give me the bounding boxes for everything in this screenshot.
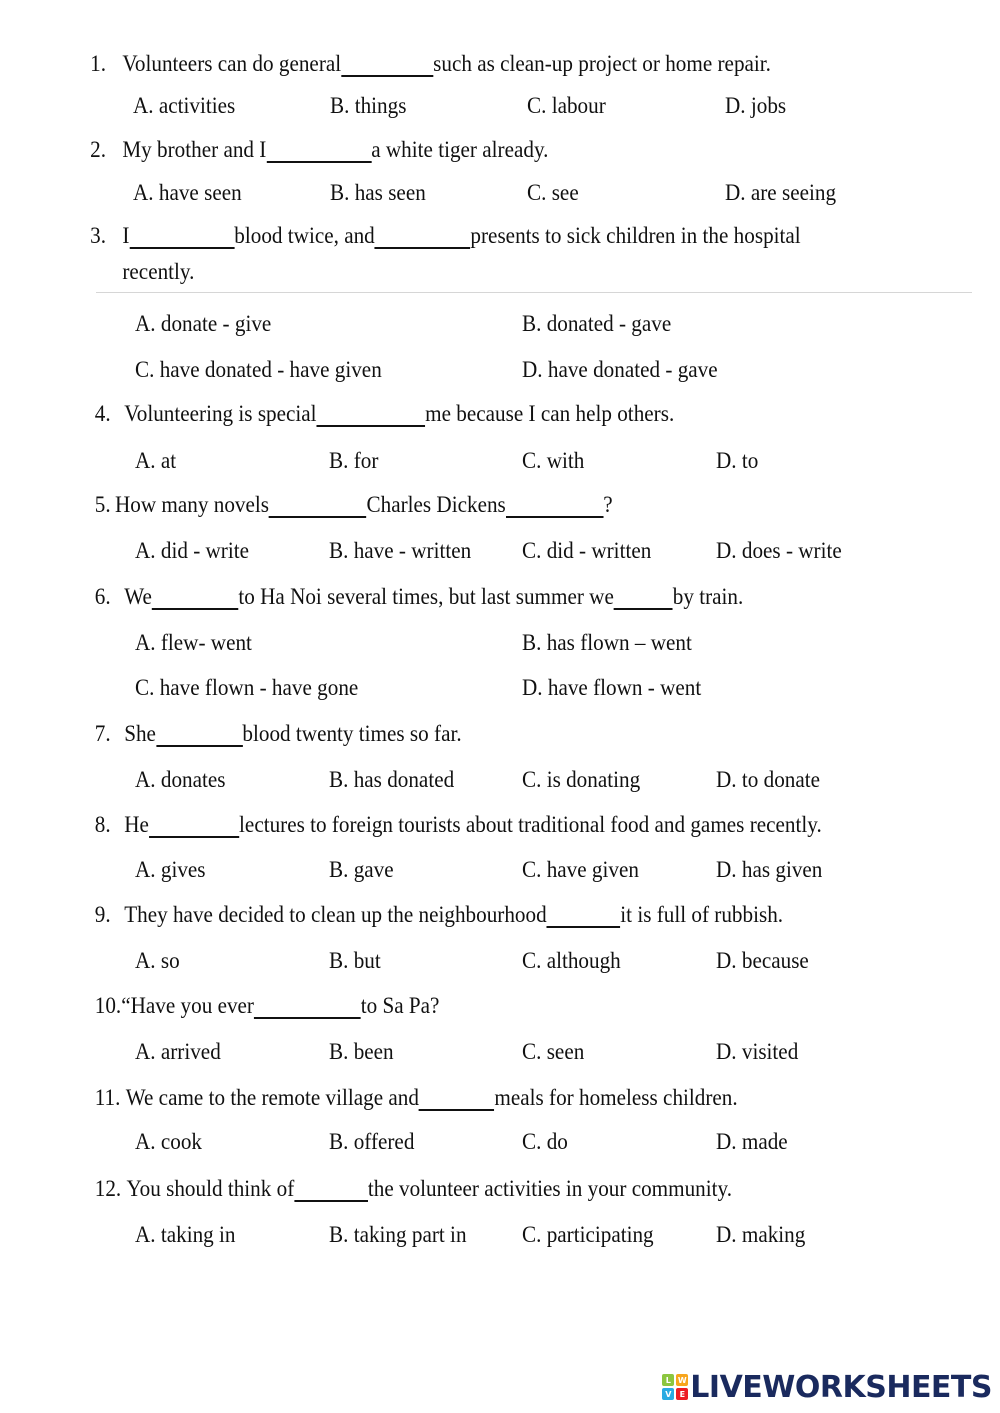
option-d[interactable]: D. to donate [716,767,821,792]
question-text: meals for homeless children. [494,1085,738,1110]
question-4 [0,394,920,434]
answer-blank[interactable] [254,991,361,1019]
option-b[interactable]: B. has donated [329,767,455,792]
option-d[interactable]: D. made [716,1129,788,1154]
option-c[interactable]: C. see [527,180,579,205]
question-text: Volunteering is special [124,401,317,426]
option-a[interactable]: A. arrived [135,1039,221,1064]
option-c[interactable]: C. labour [527,93,606,118]
question-text: presents to sick children in the hospital [470,223,801,248]
question-number: 8. [94,812,111,837]
question-11 [0,1078,920,1118]
option-d[interactable]: D. have flown - went [522,675,702,700]
question-text: We came to the remote village and [125,1085,419,1110]
option-a[interactable]: A. flew- went [135,630,252,655]
option-b[interactable]: B. offered [329,1129,415,1154]
question-text: to Sa Pa? [360,993,440,1018]
option-c[interactable]: C. do [522,1129,568,1154]
option-b[interactable]: B. have - written [329,538,472,563]
option-b[interactable]: B. taking part in [329,1222,467,1247]
question-text: “Have you ever [121,993,254,1018]
liveworksheets-wordmark: LIVEWORKSHEETS [690,1369,992,1405]
option-c[interactable]: C. seen [522,1039,585,1064]
option-d[interactable]: D. have donated - gave [522,357,718,382]
answer-blank[interactable] [269,490,367,518]
liveworksheets-logo [662,1369,992,1405]
question-text: Volunteers can do general [122,51,342,76]
answer-blank[interactable] [156,719,242,747]
question-2 [0,130,920,170]
option-b[interactable]: B. been [329,1039,394,1064]
question-1 [0,44,920,84]
option-d[interactable]: D. because [716,948,809,973]
question-text: blood twenty times so far. [242,721,462,746]
question-text: You should think of [126,1176,295,1201]
question-text: He [124,812,149,837]
question-text: the volunteer activities in your community. [367,1176,733,1201]
question-number: 12. [94,1176,122,1201]
answer-blank[interactable] [547,900,621,928]
question-text: to Ha Noi several times, but last summer we [238,584,614,609]
question-text: How many novels [115,492,269,517]
question-number: 10. [94,993,122,1018]
option-d[interactable]: D. making [716,1222,806,1247]
liveworksheets-mark-icon: L W V E [662,1374,688,1400]
question-text: We [124,584,152,609]
question-7 [0,714,920,754]
question-text: My brother and I [122,137,267,162]
option-a[interactable]: A. donates [135,767,226,792]
option-a[interactable]: A. did - write [135,538,250,563]
question-number: 7. [94,721,111,746]
option-b[interactable]: B. has flown – went [522,630,692,655]
answer-blank[interactable] [294,1174,368,1202]
option-b[interactable]: B. for [329,448,379,473]
option-b[interactable]: B. things [330,93,407,118]
option-a[interactable]: A. cook [135,1129,203,1154]
answer-blank[interactable] [149,810,239,838]
option-a[interactable]: A. gives [135,857,206,882]
question-3 [0,216,920,256]
option-c[interactable]: C. is donating [522,767,641,792]
option-d[interactable]: D. visited [716,1039,799,1064]
option-b[interactable]: B. donated - gave [522,311,672,336]
question-text: a white tiger already. [371,137,549,162]
answer-blank[interactable] [506,490,604,518]
question-text: lectures to foreign tourists about traditional food and games recently. [239,812,822,837]
option-c[interactable]: C. have donated - have given [135,357,382,382]
option-a[interactable]: A. so [135,948,180,973]
question-text: ? [603,492,613,517]
question-number: 3. [90,223,107,248]
question-text: She [124,721,156,746]
question-text: They have decided to clean up the neighbourhood [124,902,547,927]
question-text: Charles Dickens [366,492,506,517]
question-3-continuation [0,252,920,292]
answer-blank[interactable] [152,582,238,610]
option-c[interactable]: C. have given [522,857,639,882]
option-d[interactable]: D. has given [716,857,823,882]
question-number: 6. [94,584,111,609]
option-a[interactable]: A. donate - give [135,311,272,336]
option-c[interactable]: C. have flown - have gone [135,675,359,700]
question-text: blood twice, and [234,223,375,248]
option-a[interactable]: A. have seen [133,180,242,205]
option-b[interactable]: B. gave [329,857,394,882]
question-text: by train. [672,584,744,609]
answer-blank[interactable] [266,135,371,163]
answer-blank[interactable] [375,221,471,249]
answer-blank[interactable] [419,1083,494,1111]
question-5 [0,485,920,525]
option-c[interactable]: C. did - written [522,538,652,563]
option-c[interactable]: C. although [522,948,621,973]
question-text: it is full of rubbish. [620,902,784,927]
option-d[interactable]: D. are seeing [725,180,837,205]
option-c[interactable]: C. with [522,448,585,473]
question-text: recently. [122,259,195,284]
answer-blank[interactable] [614,582,673,610]
question-10 [0,986,920,1026]
question-number: 1. [90,51,107,76]
option-a[interactable]: A. taking in [135,1222,236,1247]
question-number: 11. [94,1085,121,1110]
option-b[interactable]: B. has seen [330,180,426,205]
question-number: 4. [94,401,111,426]
option-d[interactable]: D. does - write [716,538,842,563]
answer-blank[interactable] [129,221,234,249]
answer-blank[interactable] [341,49,433,77]
option-d[interactable]: D. jobs [725,93,787,118]
question-6 [0,577,920,617]
answer-blank[interactable] [317,399,426,427]
divider [96,292,972,293]
question-8 [0,805,920,845]
question-12 [0,1169,920,1209]
option-a[interactable]: A. at [135,448,177,473]
option-a[interactable]: A. activities [133,93,236,118]
question-text: such as clean-up project or home repair. [433,51,771,76]
question-number: 5. [94,492,111,517]
question-9 [0,895,920,935]
option-c[interactable]: C. participating [522,1222,654,1247]
question-number: 2. [90,137,107,162]
option-d[interactable]: D. to [716,448,759,473]
question-text: me because I can help others. [425,401,675,426]
question-number: 9. [94,902,111,927]
question-text: I [122,223,130,248]
option-b[interactable]: B. but [329,948,381,973]
